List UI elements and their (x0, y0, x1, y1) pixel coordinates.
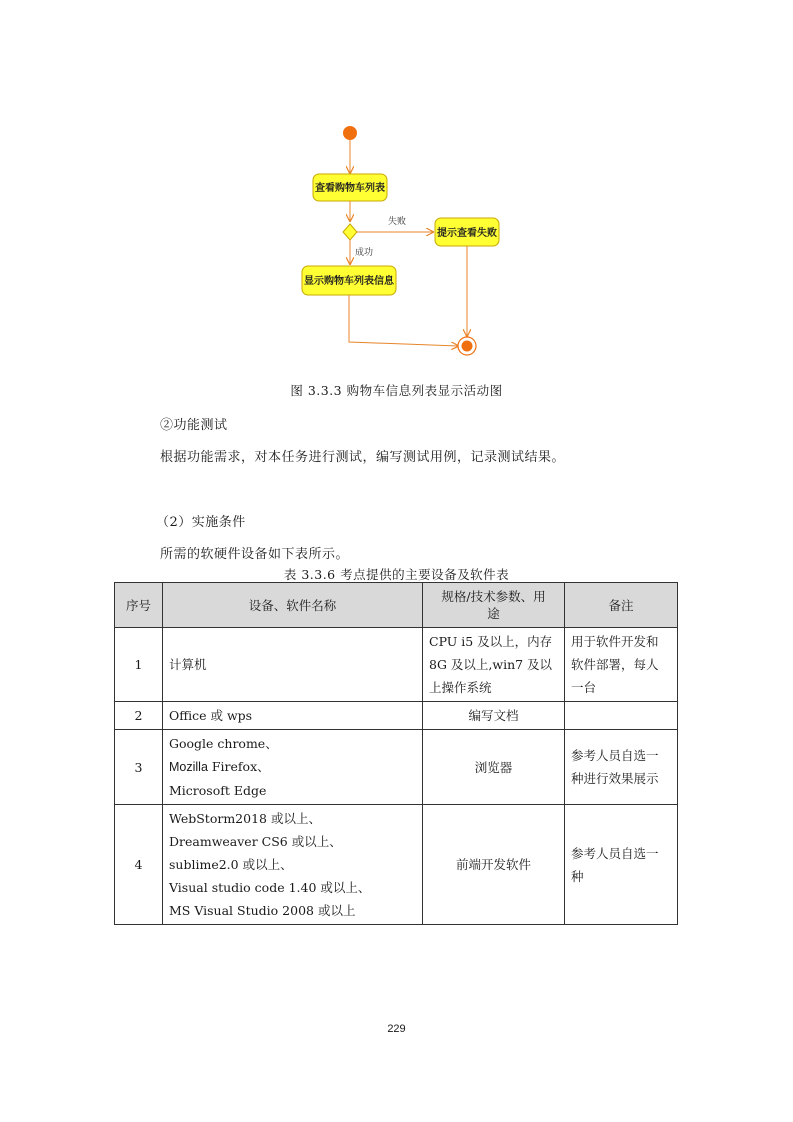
table-caption: 表 3.3.6 考点提供的主要设备及软件表 (283, 567, 510, 582)
cell-notes-line: 参考人员自选一 (571, 748, 659, 763)
cell-name (163, 730, 423, 805)
page-number: 229 (387, 1023, 406, 1035)
table-header-row (115, 583, 678, 628)
cell-params-line: 8G 及以上,win7 及以 (429, 657, 553, 672)
cell-params (423, 730, 565, 805)
func-test-text: 根据功能需求，对本任务进行测试，编写测试用例，记录测试结果。 (160, 450, 566, 465)
table-row (115, 730, 678, 805)
func-test-heading: ②功能测试 (160, 418, 228, 433)
header-seq: 序号 (115, 583, 163, 628)
cell-notes-line: 一台 (571, 680, 597, 695)
cell-name-line: Google chrome、 (169, 736, 278, 751)
cell-name-mozilla: Mozilla (169, 760, 208, 774)
cell-name-line: sublime2.0 或以上、 (169, 857, 293, 872)
cell-notes (565, 805, 678, 925)
start-node (343, 126, 357, 140)
cell-name-line: 计算机 (169, 657, 207, 672)
cell-notes-line: 种 (571, 868, 584, 884)
cell-params-line: 编写文档 (468, 708, 519, 723)
cell-name-line: WebStorm2018 或以上、 (169, 811, 321, 826)
table-row (115, 702, 678, 730)
table-row (115, 628, 678, 702)
cell-params (423, 628, 565, 702)
cell-params-line: 上操作系统 (429, 680, 492, 695)
cell-params (423, 702, 565, 730)
edge-fail-label: 失败 (388, 217, 407, 227)
node-show-cart-info-label: 显示购物车列表信息 (304, 276, 394, 287)
cell-notes-line: 软件部署，每人 (571, 657, 659, 672)
cell-seq: 2 (115, 702, 163, 730)
edge-show-to-end (349, 295, 458, 346)
cell-name-firefox: Firefox、 (207, 759, 270, 774)
header-notes: 备注 (565, 583, 678, 628)
cell-name (163, 628, 423, 702)
cell-notes (565, 702, 678, 730)
cell-params-line: 前端开发软件 (455, 857, 531, 872)
header-params (423, 583, 565, 628)
cell-seq: 1 (115, 628, 163, 702)
end-node-inner (462, 341, 473, 352)
cell-notes-line: 参考人员自选一 (571, 845, 659, 861)
edge-success-label: 成功 (355, 248, 374, 258)
cell-name-line: MS Visual Studio 2008 或以上 (169, 903, 356, 918)
node-view-cart-label: 查看购物车列表 (315, 183, 385, 194)
equipment-table (114, 582, 678, 925)
cell-name-line: Office 或 wps (169, 708, 253, 723)
decision-node (343, 224, 357, 240)
cell-notes (565, 628, 678, 702)
table-row (115, 805, 678, 925)
cell-notes-line: 种进行效果展示 (571, 771, 659, 786)
cell-seq: 3 (115, 730, 163, 805)
header-params-line1: 规格/技术参数、用 (441, 589, 546, 604)
figure-caption: 图 3.3.3 购物车信息列表显示活动图 (290, 383, 503, 398)
conditions-heading: （2）实施条件 (156, 515, 246, 530)
cell-notes-line: 用于软件开发和 (571, 634, 659, 649)
header-params-line2: 途 (487, 606, 500, 621)
header-name: 设备、软件名称 (163, 583, 423, 628)
cell-name-line (169, 755, 416, 779)
cell-name-line: Dreamweaver CS6 或以上、 (169, 834, 342, 849)
cell-name-line: Visual studio code 1.40 或以上、 (169, 880, 371, 895)
conditions-text: 所需的软硬件设备如下表所示。 (160, 547, 350, 562)
cell-name (163, 702, 423, 730)
cell-name (163, 805, 423, 925)
cell-params-line: 浏览器 (474, 759, 513, 775)
cell-notes (565, 730, 678, 805)
cell-params-line: CPU i5 及以上，内存 (429, 634, 553, 649)
cell-seq: 4 (115, 805, 163, 925)
node-show-fail-label: 提示查看失败 (437, 228, 497, 239)
cell-params (423, 805, 565, 925)
cell-name-line: Microsoft Edge (169, 783, 267, 798)
activity-diagram (295, 118, 515, 368)
